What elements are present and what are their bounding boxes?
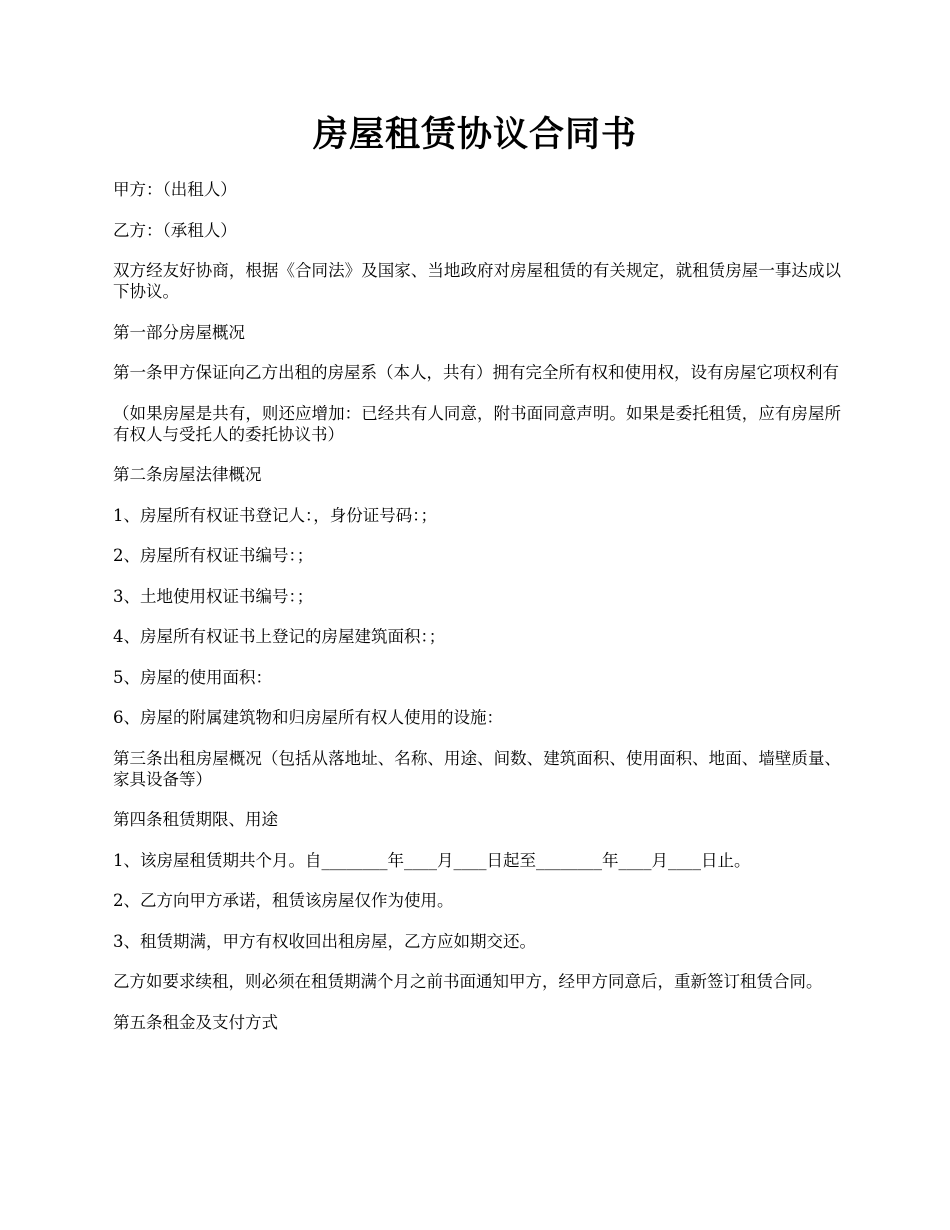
article-four-item-3: 3、租赁期满，甲方有权收回出租房屋，乙方应如期交还。 xyxy=(113,931,536,951)
party-a-line: 甲方：（出租人） xyxy=(113,180,237,199)
article-two-item-5: 5、房屋的使用面积： xyxy=(113,667,272,687)
document-body xyxy=(113,179,841,1052)
article-five-heading: 第五条租金及支付方式 xyxy=(113,1012,278,1032)
article-four-item-1: 1、该房屋租赁期共个月。自________年____月____日起至________年____月____日止。 xyxy=(113,850,751,870)
article-three-paragraph: 第三条出租房屋概况（包括从落地址、名称、用途、间数、建筑面积、使用面积、地面、墙壁质量、家具设备等） xyxy=(113,748,841,789)
article-two-item-1: 1、房屋所有权证书登记人：，身份证号码：； xyxy=(113,505,437,525)
article-two-item-4: 4、房屋所有权证书上登记的房屋建筑面积：； xyxy=(113,627,446,646)
article-one-paragraph: 第一条甲方保证向乙方出租的房屋系（本人，共有）拥有完全所有权和使用权，设有房屋它项权利有 xyxy=(113,363,839,382)
preamble-paragraph: 双方经友好协商，根据《合同法》及国家、当地政府对房屋租赁的有关规定，就租赁房屋一事达成以下协议。 xyxy=(113,261,841,301)
article-one-note: （如果房屋是共有，则还应增加：已经共有人同意，附书面同意声明。如果是委托租赁，应有房屋所有权人与受托人的委托协议书） xyxy=(113,403,841,444)
document-title: 房屋租赁协议合同书 xyxy=(312,114,637,155)
article-two-item-3: 3、土地使用权证书编号：； xyxy=(113,586,314,606)
party-b-line: 乙方：（承租人） xyxy=(113,220,237,240)
article-two-item-2: 2、房屋所有权证书编号：； xyxy=(113,546,314,565)
article-two-heading: 第二条房屋法律概况 xyxy=(113,465,262,484)
article-four-heading: 第四条租赁期限、用途 xyxy=(113,810,278,829)
renewal-paragraph: 乙方如要求续租，则必须在租赁期满个月之前书面通知甲方，经甲方同意后，重新签订租赁合同。 xyxy=(113,972,823,991)
part-one-heading: 第一部分房屋概况 xyxy=(113,322,245,342)
article-two-item-6: 6、房屋的附属建筑物和归房屋所有权人使用的设施： xyxy=(113,708,503,727)
article-four-item-2: 2、乙方向甲方承诺，租赁该房屋仅作为使用。 xyxy=(113,891,454,910)
